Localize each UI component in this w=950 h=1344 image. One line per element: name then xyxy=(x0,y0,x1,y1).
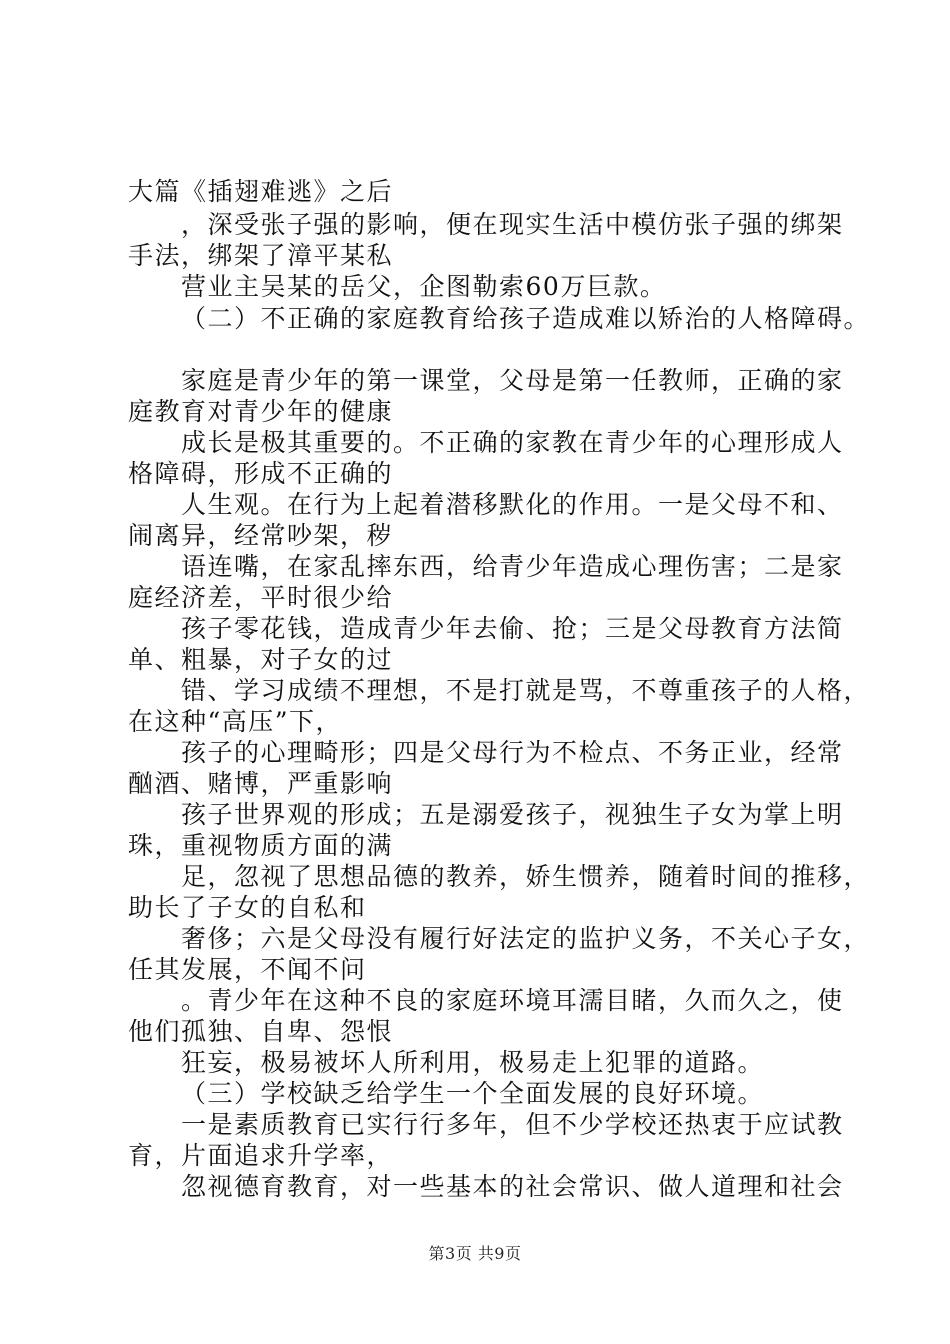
section-heading: （三）学校缺乏给学生一个全面发展的良好环境。 xyxy=(181,1079,765,1108)
text-line: 一是素质教育已实行行多年，但不少学校还热衷于应试教 xyxy=(181,1110,844,1139)
text-line: 语连嘴，在家乱摔东西，给青少年造成心理伤害；二是家 xyxy=(181,552,844,581)
text-line: 单、粗暴，对子女的过 xyxy=(128,645,394,674)
text-line: 助长了子女的自私和 xyxy=(128,893,367,922)
text-line: 他们孤独、自卑、怨恨 xyxy=(128,1017,394,1046)
text-line: 珠，重视物质方面的满 xyxy=(128,831,394,860)
text-line: 奢侈；六是父母没有履行好法定的监护义务，不关心子女， xyxy=(181,924,871,953)
text-line: 成长是极其重要的。不正确的家教在青少年的心理形成人 xyxy=(181,428,844,457)
text-line: 营业主吴某的岳父，企图勒索60万巨款。 xyxy=(181,272,667,301)
text-line: 庭经济差，平时很少给 xyxy=(128,583,394,612)
text-line: 育，片面追求升学率， xyxy=(128,1141,394,1170)
page-number-footer: 第3页 共9页 xyxy=(428,1244,522,1263)
section-heading: （二）不正确的家庭教育给孩子造成难以矫治的人格障碍。 xyxy=(181,304,871,333)
text-line: 大篇《插翅难逃》之后 xyxy=(128,177,394,206)
text-line: 孩子世界观的形成；五是溺爱孩子，视独生子女为掌上明 xyxy=(181,800,844,829)
text-line: 庭教育对青少年的健康 xyxy=(128,397,394,426)
text-line: 忽视德育教育，对一些基本的社会常识、做人道理和社会 xyxy=(181,1172,844,1201)
text-line: 孩子零花钱，造成青少年去偷、抢；三是父母教育方法简 xyxy=(181,614,844,643)
text-line: 格障碍，形成不正确的 xyxy=(128,459,394,488)
text-line: 在这种“高压”下， xyxy=(128,707,343,736)
text-line: 手法，绑架了漳平某私 xyxy=(128,241,394,270)
text-line: 人生观。在行为上起着潜移默化的作用。一是父母不和、 xyxy=(181,490,844,519)
text-line: ，深受张子强的影响，便在现实生活中模仿张子强的绑架 xyxy=(181,210,844,239)
text-line: 任其发展，不闻不问 xyxy=(128,955,367,984)
text-line: 孩子的心理畸形；四是父母行为不检点、不务正业，经常 xyxy=(181,738,844,767)
text-line: 家庭是青少年的第一课堂，父母是第一任教师，正确的家 xyxy=(181,366,844,395)
text-line: 错、学习成绩不理想，不是打就是骂，不尊重孩子的人格， xyxy=(181,676,871,705)
text-line: 闹离异，经常吵架，秽 xyxy=(128,521,394,550)
text-line: 狂妄，极易被坏人所利用，极易走上犯罪的道路。 xyxy=(181,1048,765,1077)
text-line: 足，忽视了思想品德的教养，娇生惯养，随着时间的推移， xyxy=(181,862,871,891)
text-line: 。青少年在这种不良的家庭环境耳濡目睹，久而久之，使 xyxy=(181,986,844,1015)
text-line: 酗酒、赌博，严重影响 xyxy=(128,769,394,798)
